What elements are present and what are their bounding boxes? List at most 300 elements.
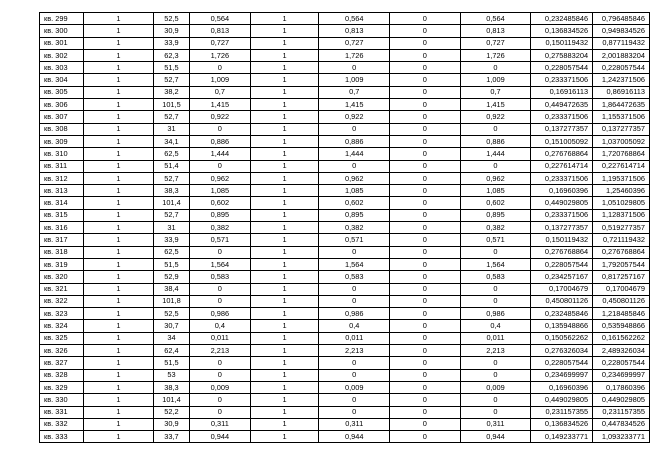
table-cell: 0: [460, 295, 531, 307]
table-row: [40, 406, 650, 418]
table-cell: 38,3: [154, 381, 190, 393]
table-cell: 1,242371506: [593, 74, 650, 86]
table-cell: 1,25460396: [593, 185, 650, 197]
table-row: [40, 62, 650, 74]
table-cell: 0,231157355: [593, 406, 650, 418]
table-cell: 0,602: [460, 197, 531, 209]
table-cell: 1: [83, 357, 153, 369]
table-cell: 0,583: [189, 271, 250, 283]
table-cell: 1: [83, 418, 153, 430]
table-cell: 2,001883204: [593, 49, 650, 61]
table-row: [40, 381, 650, 393]
table-cell: 0,233371506: [531, 74, 593, 86]
table-cell: 0: [460, 123, 531, 135]
table-row: [40, 185, 650, 197]
table-cell: 33,7: [154, 431, 190, 443]
table-cell: 0,602: [189, 197, 250, 209]
table-cell: 0,813: [460, 25, 531, 37]
table-cell: 38,4: [154, 283, 190, 295]
table-cell: 1: [83, 271, 153, 283]
table-cell: 0,228057544: [593, 357, 650, 369]
table-cell: 1,564: [460, 258, 531, 270]
table-cell: 0,922: [460, 111, 531, 123]
table-cell: 52,7: [154, 209, 190, 221]
table-cell: 0,17004679: [531, 283, 593, 295]
table-cell: 0: [189, 295, 250, 307]
table-cell: 0,16916113: [531, 86, 593, 98]
table-cell: 1: [250, 258, 318, 270]
table-row: [40, 160, 650, 172]
table-cell: 2,489326034: [593, 345, 650, 357]
table-cell: кв. 331: [40, 406, 84, 418]
table-cell: 0: [390, 345, 460, 357]
table-cell: 0,311: [460, 418, 531, 430]
table-cell: кв. 319: [40, 258, 84, 270]
table-cell: 1: [250, 271, 318, 283]
table-cell: 0: [460, 357, 531, 369]
table-cell: 0,382: [189, 222, 250, 234]
table-cell: 0: [390, 86, 460, 98]
table-cell: кв. 304: [40, 74, 84, 86]
table-cell: 0,17860396: [593, 381, 650, 393]
table-cell: кв. 300: [40, 25, 84, 37]
table-cell: кв. 321: [40, 283, 84, 295]
table-cell: 101,4: [154, 197, 190, 209]
table-cell: 1,564: [189, 258, 250, 270]
table-cell: 0: [390, 135, 460, 147]
table-cell: кв. 320: [40, 271, 84, 283]
table-cell: 1: [250, 295, 318, 307]
table-cell: кв. 315: [40, 209, 84, 221]
table-cell: 0: [390, 320, 460, 332]
table-cell: 0,231157355: [531, 406, 593, 418]
table-cell: 0: [189, 369, 250, 381]
table-cell: 1: [83, 148, 153, 160]
table-cell: 0,895: [189, 209, 250, 221]
table-cell: 101,4: [154, 394, 190, 406]
table-cell: 1: [83, 258, 153, 270]
table-cell: 52,7: [154, 111, 190, 123]
table-cell: 1: [83, 25, 153, 37]
table-row: [40, 246, 650, 258]
table-cell: 0,7: [319, 86, 390, 98]
table-cell: 0,721119432: [593, 234, 650, 246]
table-cell: 0,7: [460, 86, 531, 98]
table-cell: 1: [83, 308, 153, 320]
table-cell: 0: [390, 209, 460, 221]
table-cell: 0,944: [460, 431, 531, 443]
table-cell: 1: [83, 295, 153, 307]
table-cell: 0,447834526: [593, 418, 650, 430]
table-cell: 0,011: [460, 332, 531, 344]
table-cell: 1,085: [460, 185, 531, 197]
table-cell: 0: [319, 369, 390, 381]
table-cell: 1: [250, 418, 318, 430]
table-cell: 0: [319, 246, 390, 258]
table-cell: 1: [83, 99, 153, 111]
table-cell: 0,4: [319, 320, 390, 332]
table-cell: 0: [390, 99, 460, 111]
table-cell: 51,4: [154, 160, 190, 172]
table-cell: 0: [319, 283, 390, 295]
table-cell: 0,962: [460, 172, 531, 184]
table-cell: 0,011: [319, 332, 390, 344]
table-cell: 1,218485846: [593, 308, 650, 320]
table-cell: 1: [83, 369, 153, 381]
table-row: [40, 431, 650, 443]
table-cell: 1,155371506: [593, 111, 650, 123]
table-cell: кв. 308: [40, 123, 84, 135]
table-cell: 33,9: [154, 37, 190, 49]
table-cell: 1: [250, 49, 318, 61]
table-cell: 1,009: [189, 74, 250, 86]
table-cell: 0,149233771: [531, 431, 593, 443]
table-cell: кв. 333: [40, 431, 84, 443]
table-cell: 0,4: [189, 320, 250, 332]
table-cell: 0,276768864: [531, 246, 593, 258]
table-cell: 0,877119432: [593, 37, 650, 49]
table-cell: 1,051029805: [593, 197, 650, 209]
table-cell: 0,922: [319, 111, 390, 123]
table-cell: 0: [460, 394, 531, 406]
table-cell: 30,9: [154, 418, 190, 430]
table-cell: 0: [390, 222, 460, 234]
table-cell: кв. 303: [40, 62, 84, 74]
table-cell: 0: [390, 25, 460, 37]
table-row: [40, 283, 650, 295]
table-row: [40, 209, 650, 221]
table-cell: 52,5: [154, 308, 190, 320]
table-row: [40, 86, 650, 98]
table-cell: 1: [83, 13, 153, 25]
table-cell: 1: [250, 135, 318, 147]
table-cell: 0: [390, 148, 460, 160]
table-cell: 0: [460, 160, 531, 172]
table-cell: 0: [390, 295, 460, 307]
table-cell: 0,011: [189, 332, 250, 344]
table-cell: 1,009: [460, 74, 531, 86]
table-cell: 1,195371506: [593, 172, 650, 184]
table-cell: 0,16960396: [531, 185, 593, 197]
table-cell: кв. 310: [40, 148, 84, 160]
table-cell: 1: [83, 197, 153, 209]
table-cell: 30,9: [154, 25, 190, 37]
table-cell: 0,228057544: [593, 62, 650, 74]
table-cell: 1,093233771: [593, 431, 650, 443]
table-cell: 0,382: [460, 222, 531, 234]
table-cell: 0,232485846: [531, 13, 593, 25]
table-cell: 1: [250, 381, 318, 393]
table-cell: 0,137277357: [531, 222, 593, 234]
table-cell: 0: [390, 283, 460, 295]
table-cell: 0,571: [319, 234, 390, 246]
table-cell: 0: [460, 62, 531, 74]
table-cell: 1: [250, 209, 318, 221]
table-cell: 0: [390, 271, 460, 283]
table-cell: 0: [390, 418, 460, 430]
table-cell: 2,213: [189, 345, 250, 357]
table-cell: 1: [250, 345, 318, 357]
table-cell: 1: [83, 123, 153, 135]
table-cell: 1: [83, 135, 153, 147]
table-cell: 1: [250, 74, 318, 86]
table-cell: 0,583: [319, 271, 390, 283]
table-cell: 1: [83, 283, 153, 295]
table-cell: кв. 305: [40, 86, 84, 98]
table-cell: 0,16960396: [531, 381, 593, 393]
table-cell: 0,796485846: [593, 13, 650, 25]
table-cell: 1,415: [319, 99, 390, 111]
table-cell: 0,962: [319, 172, 390, 184]
table-cell: 1: [83, 394, 153, 406]
table-cell: 0,227614714: [531, 160, 593, 172]
table-cell: 52,7: [154, 172, 190, 184]
table-cell: 0: [460, 246, 531, 258]
table-cell: 0,813: [189, 25, 250, 37]
table-cell: 1: [83, 406, 153, 418]
table-cell: 38,3: [154, 185, 190, 197]
table-cell: 1: [83, 37, 153, 49]
table-cell: 0,150119432: [531, 234, 593, 246]
table-cell: 0,727: [319, 37, 390, 49]
table-cell: 0,232485846: [531, 308, 593, 320]
table-cell: 34: [154, 332, 190, 344]
table-cell: кв. 306: [40, 99, 84, 111]
table-cell: 0,233371506: [531, 111, 593, 123]
table-cell: 0: [189, 246, 250, 258]
table-cell: 1: [83, 381, 153, 393]
table-cell: 0: [319, 123, 390, 135]
table-cell: 1: [250, 172, 318, 184]
table-cell: 38,2: [154, 86, 190, 98]
table-cell: 1: [250, 185, 318, 197]
table-cell: 0,227614714: [593, 160, 650, 172]
table-cell: 1: [83, 62, 153, 74]
table-row: [40, 222, 650, 234]
table-cell: 0: [390, 246, 460, 258]
table-cell: 1: [83, 222, 153, 234]
table-cell: кв. 328: [40, 369, 84, 381]
table-cell: 0,449029805: [531, 197, 593, 209]
table-cell: 0,233371506: [531, 209, 593, 221]
table-cell: 0: [319, 394, 390, 406]
table-cell: 0,986: [319, 308, 390, 320]
table-cell: 0,86916113: [593, 86, 650, 98]
table-body: [40, 13, 650, 443]
table-cell: 1: [250, 332, 318, 344]
table-cell: 0: [390, 394, 460, 406]
table-cell: 0: [189, 62, 250, 74]
table-cell: 0: [390, 62, 460, 74]
table-cell: 0,234257167: [531, 271, 593, 283]
table-cell: 0,583: [460, 271, 531, 283]
table-cell: 1: [83, 74, 153, 86]
table-row: [40, 332, 650, 344]
table-cell: 0,275883204: [531, 49, 593, 61]
table-cell: 0,535948866: [593, 320, 650, 332]
table-cell: 1: [250, 369, 318, 381]
table-cell: 0,233371506: [531, 172, 593, 184]
table-cell: 0: [390, 431, 460, 443]
table-cell: 0,886: [319, 135, 390, 147]
table-cell: 0,727: [460, 37, 531, 49]
table-row: [40, 394, 650, 406]
table-cell: 0: [390, 185, 460, 197]
table-cell: 0,135948866: [531, 320, 593, 332]
table-cell: 0,450801126: [531, 295, 593, 307]
table-cell: 62,5: [154, 148, 190, 160]
table-cell: 1,444: [189, 148, 250, 160]
table-cell: кв. 327: [40, 357, 84, 369]
table-cell: 0: [390, 357, 460, 369]
table-cell: кв. 323: [40, 308, 84, 320]
table-cell: 1: [250, 111, 318, 123]
table-cell: 1,720768864: [593, 148, 650, 160]
table-cell: 0: [390, 13, 460, 25]
table-row: [40, 37, 650, 49]
table-cell: 1: [250, 431, 318, 443]
table-cell: кв. 329: [40, 381, 84, 393]
table-cell: 0: [189, 357, 250, 369]
table-cell: 101,8: [154, 295, 190, 307]
table-cell: 0: [319, 160, 390, 172]
table-cell: кв. 313: [40, 185, 84, 197]
table-cell: 0,727: [189, 37, 250, 49]
table-cell: 1: [250, 160, 318, 172]
table-cell: 51,5: [154, 62, 190, 74]
table-cell: 0: [390, 234, 460, 246]
table-cell: 1: [250, 86, 318, 98]
table-cell: 0,4: [460, 320, 531, 332]
table-cell: 0: [390, 160, 460, 172]
table-cell: 0,276768864: [531, 148, 593, 160]
table-row: [40, 25, 650, 37]
table-cell: 0: [390, 123, 460, 135]
table-row: [40, 74, 650, 86]
table-cell: 0,564: [319, 13, 390, 25]
table-cell: 30,7: [154, 320, 190, 332]
table-cell: 1: [250, 123, 318, 135]
table-cell: 0,895: [319, 209, 390, 221]
table-row: [40, 13, 650, 25]
table-cell: 1: [250, 246, 318, 258]
table-cell: 1,564: [319, 258, 390, 270]
table-cell: 0,382: [319, 222, 390, 234]
table-cell: 0,136834526: [531, 418, 593, 430]
table-cell: 1: [83, 86, 153, 98]
table-cell: кв. 317: [40, 234, 84, 246]
table-cell: 0,986: [460, 308, 531, 320]
table-row: [40, 258, 650, 270]
table-cell: кв. 302: [40, 49, 84, 61]
table-cell: 0,949834526: [593, 25, 650, 37]
table-cell: 0: [319, 357, 390, 369]
table-cell: 0,228057544: [531, 258, 593, 270]
table-cell: 1: [83, 431, 153, 443]
table-cell: 0,813: [319, 25, 390, 37]
table-cell: 0: [390, 172, 460, 184]
table-cell: 1: [250, 99, 318, 111]
table-cell: 0,564: [460, 13, 531, 25]
table-cell: 62,5: [154, 246, 190, 258]
table-cell: 2,213: [319, 345, 390, 357]
table-cell: 0,571: [460, 234, 531, 246]
table-cell: 1: [83, 172, 153, 184]
table-cell: 0,276768864: [593, 246, 650, 258]
table-cell: 0,450801126: [593, 295, 650, 307]
table-cell: 1: [83, 246, 153, 258]
table-cell: 62,4: [154, 345, 190, 357]
table-cell: кв. 309: [40, 135, 84, 147]
table-cell: 0,895: [460, 209, 531, 221]
table-cell: 1,009: [319, 74, 390, 86]
table-row: [40, 148, 650, 160]
table-cell: 0: [390, 406, 460, 418]
table-cell: 1: [250, 283, 318, 295]
table-cell: 1,037005092: [593, 135, 650, 147]
table-cell: 1: [83, 320, 153, 332]
table-cell: кв. 311: [40, 160, 84, 172]
table-cell: кв. 316: [40, 222, 84, 234]
table-cell: 0: [390, 381, 460, 393]
table-cell: 0,137277357: [531, 123, 593, 135]
table-cell: 0,009: [460, 381, 531, 393]
table-cell: 1: [250, 234, 318, 246]
table-cell: 1: [250, 406, 318, 418]
table-cell: кв. 307: [40, 111, 84, 123]
table-cell: 1,444: [460, 148, 531, 160]
table-cell: 0,276326034: [531, 345, 593, 357]
table-cell: 0,150119432: [531, 37, 593, 49]
table-cell: 0: [390, 111, 460, 123]
table-cell: 1,415: [460, 99, 531, 111]
table-cell: 0: [460, 406, 531, 418]
table-cell: 1,085: [319, 185, 390, 197]
table-cell: 0,449472635: [531, 99, 593, 111]
table-cell: 0,228057544: [531, 357, 593, 369]
table-cell: 0,886: [189, 135, 250, 147]
table-cell: кв. 322: [40, 295, 84, 307]
table-cell: 0,17004679: [593, 283, 650, 295]
table-cell: 0: [390, 258, 460, 270]
table-row: [40, 418, 650, 430]
table-row: [40, 320, 650, 332]
table-cell: 1: [83, 185, 153, 197]
table-row: [40, 369, 650, 381]
table-cell: 33,9: [154, 234, 190, 246]
table-cell: 0,944: [189, 431, 250, 443]
table-cell: 1: [250, 222, 318, 234]
table-cell: 1: [250, 394, 318, 406]
table-cell: 0: [319, 62, 390, 74]
table-cell: 0,161562262: [593, 332, 650, 344]
table-cell: 0,986: [189, 308, 250, 320]
table-cell: 0,449029805: [593, 394, 650, 406]
table-cell: 1: [250, 37, 318, 49]
table-cell: 0,817257167: [593, 271, 650, 283]
table-cell: 0,150562262: [531, 332, 593, 344]
table-cell: 1,128371506: [593, 209, 650, 221]
table-row: [40, 49, 650, 61]
table-cell: кв. 301: [40, 37, 84, 49]
table-cell: 0: [390, 37, 460, 49]
table-cell: 0: [390, 369, 460, 381]
table-cell: кв. 299: [40, 13, 84, 25]
table-cell: 0: [319, 295, 390, 307]
table-cell: 1: [83, 160, 153, 172]
table-cell: 1: [250, 62, 318, 74]
table-cell: 52,7: [154, 74, 190, 86]
